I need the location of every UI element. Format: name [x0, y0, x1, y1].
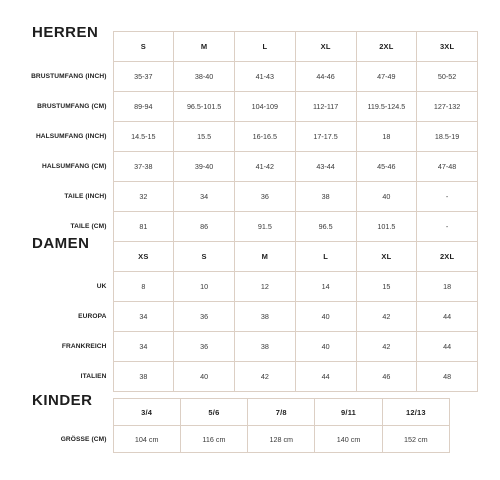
size-table-damen: [28, 241, 478, 392]
table-cell: 18: [417, 272, 478, 302]
table-cell: 16-16.5: [235, 122, 296, 152]
table-cell: 34: [113, 302, 174, 332]
table-cell: 15: [356, 272, 417, 302]
table-cell: 43-44: [295, 152, 356, 182]
size-header: XL: [356, 242, 417, 272]
table-cell: 96.5-101.5: [174, 92, 235, 122]
table-row: [28, 332, 478, 362]
size-header: 2XL: [417, 242, 478, 272]
table-cell: 40: [174, 362, 235, 392]
table-cell: 35-37: [113, 62, 174, 92]
table-cell: 140 cm: [315, 426, 382, 453]
table-cell: 12: [235, 272, 296, 302]
table-row: [28, 426, 450, 453]
table-cell: 36: [174, 302, 235, 332]
table-row: [28, 62, 478, 92]
section-title-herren: HERREN: [32, 24, 99, 41]
table-cell: 46: [356, 362, 417, 392]
table-cell: 34: [174, 182, 235, 212]
table-cell: 18: [356, 122, 417, 152]
table-cell: 36: [235, 182, 296, 212]
table-cell: 14.5-15: [113, 122, 174, 152]
table-row: [28, 182, 478, 212]
table-cell: 42: [356, 302, 417, 332]
table-cell: -: [417, 212, 478, 242]
size-header: 3/4: [113, 399, 180, 426]
table-cell: 50-52: [417, 62, 478, 92]
row-label: HALSUMFANG (INCH): [35, 133, 107, 140]
row-label: HALSUMFANG (CM): [42, 163, 107, 170]
table-cell: -: [417, 182, 478, 212]
size-header: S: [174, 242, 235, 272]
table-cell: 127-132: [417, 92, 478, 122]
table-cell: 104-109: [235, 92, 296, 122]
table-header-row: [28, 32, 478, 62]
table-cell: 48: [417, 362, 478, 392]
table-cell: 116 cm: [180, 426, 247, 453]
table-cell: 96.5: [295, 212, 356, 242]
table-cell: 38: [113, 362, 174, 392]
table-cell: 38: [235, 302, 296, 332]
size-header: 7/8: [248, 399, 315, 426]
table-cell: 38: [235, 332, 296, 362]
table-cell: 42: [356, 332, 417, 362]
table-cell: 44: [417, 302, 478, 332]
table-cell: 15.5: [174, 122, 235, 152]
table-cell: 34: [113, 332, 174, 362]
size-header: L: [295, 242, 356, 272]
table-cell: 119.5-124.5: [356, 92, 417, 122]
size-table-kinder: [28, 398, 450, 453]
table-cell: 104 cm: [113, 426, 180, 453]
row-label: BRUSTUMFANG (INCH): [31, 73, 107, 80]
table-cell: 89-94: [113, 92, 174, 122]
table-cell: 40: [356, 182, 417, 212]
size-header: XS: [113, 242, 174, 272]
table-cell: 86: [174, 212, 235, 242]
table-row: [28, 92, 478, 122]
row-label: UK: [96, 283, 107, 290]
table-cell: 39-40: [174, 152, 235, 182]
table-cell: 128 cm: [248, 426, 315, 453]
row-label: TAILE (CM): [70, 223, 107, 230]
header-corner: [28, 242, 113, 272]
table-cell: 36: [174, 332, 235, 362]
row-label: ITALIEN: [80, 373, 107, 380]
table-cell: 44-46: [295, 62, 356, 92]
table-cell: 32: [113, 182, 174, 212]
table-row: [28, 212, 478, 242]
size-table-herren: [28, 31, 478, 242]
table-row: [28, 362, 478, 392]
table-cell: 44: [295, 362, 356, 392]
table-cell: 45-46: [356, 152, 417, 182]
table-cell: 41-42: [235, 152, 296, 182]
table-cell: 8: [113, 272, 174, 302]
row-label: GRÖSSE (CM): [60, 435, 107, 443]
size-header: 3XL: [417, 32, 478, 62]
row-label: BRUSTUMFANG (CM): [37, 103, 107, 110]
table-header-row: [28, 399, 450, 426]
table-cell: 42: [235, 362, 296, 392]
table-cell: 40: [295, 302, 356, 332]
table-cell: 47-48: [417, 152, 478, 182]
table-row: [28, 122, 478, 152]
table-cell: 91.5: [235, 212, 296, 242]
table-cell: 38-40: [174, 62, 235, 92]
table-cell: 18.5-19: [417, 122, 478, 152]
size-header: S: [113, 32, 174, 62]
table-cell: 41-43: [235, 62, 296, 92]
table-cell: 47-49: [356, 62, 417, 92]
row-label: TAILE (INCH): [64, 193, 107, 200]
size-header: 2XL: [356, 32, 417, 62]
header-corner: [28, 32, 113, 62]
table-header-row: [28, 242, 478, 272]
table-cell: 14: [295, 272, 356, 302]
size-header: M: [235, 242, 296, 272]
size-header: XL: [295, 32, 356, 62]
table-cell: 38: [295, 182, 356, 212]
table-cell: 152 cm: [382, 426, 449, 453]
size-header: M: [174, 32, 235, 62]
row-label: FRANKREICH: [61, 343, 107, 350]
table-cell: 101.5: [356, 212, 417, 242]
section-title-kinder: KINDER: [32, 392, 93, 409]
table-row: [28, 272, 478, 302]
table-cell: 81: [113, 212, 174, 242]
table-cell: 37-38: [113, 152, 174, 182]
header-corner: [28, 399, 113, 426]
section-title-damen: DAMEN: [32, 235, 90, 252]
table-cell: 112-117: [295, 92, 356, 122]
row-label: EUROPA: [78, 313, 107, 320]
size-header: L: [235, 32, 296, 62]
table-cell: 10: [174, 272, 235, 302]
size-header: 5/6: [180, 399, 247, 426]
size-header: 9/11: [315, 399, 382, 426]
table-row: [28, 302, 478, 332]
table-row: [28, 152, 478, 182]
table-cell: 44: [417, 332, 478, 362]
size-header: 12/13: [382, 399, 449, 426]
table-cell: 40: [295, 332, 356, 362]
table-cell: 17-17.5: [295, 122, 356, 152]
